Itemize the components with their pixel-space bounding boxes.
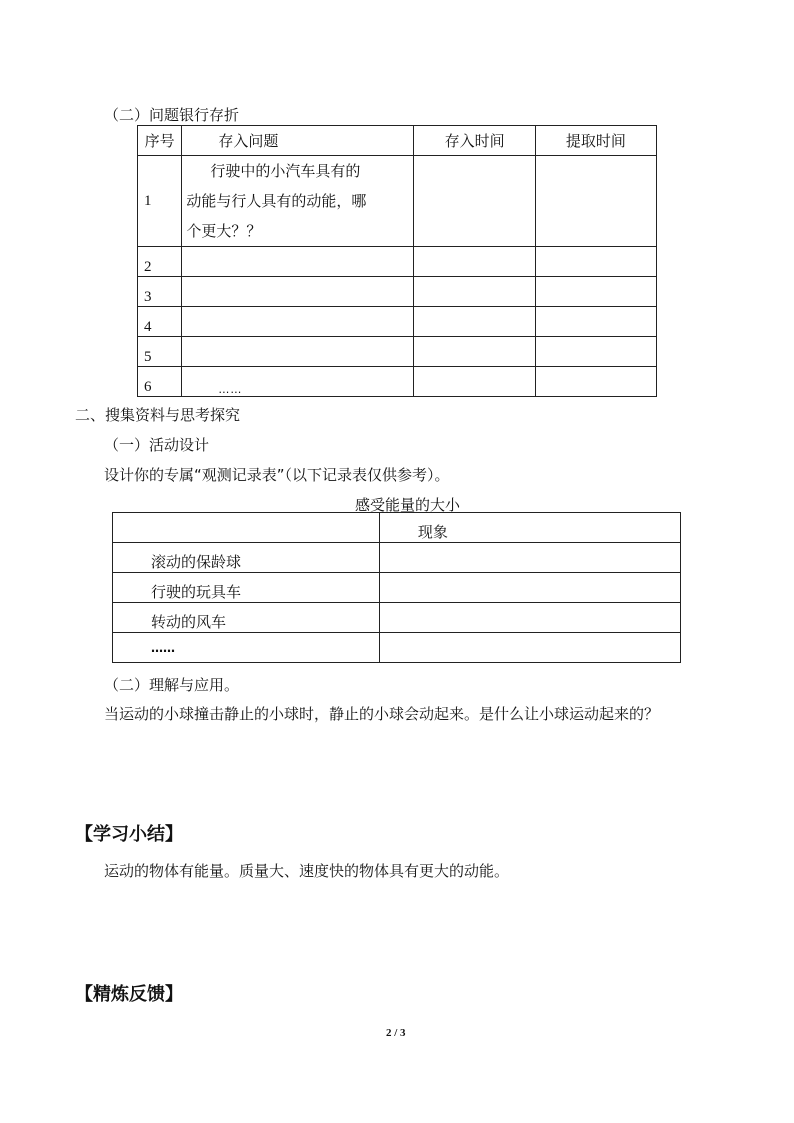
table-row: [113, 573, 681, 603]
row-question: [182, 307, 414, 337]
row-withdraw: [535, 277, 656, 307]
phenomenon-cell: [379, 633, 680, 663]
table-row: [113, 603, 681, 633]
row-withdraw: [535, 307, 656, 337]
row-deposit: [414, 247, 535, 277]
table-title: 感受能量的大小: [355, 496, 461, 514]
row-withdraw: [535, 337, 656, 367]
table-row: [138, 156, 657, 247]
phenomenon-header: 现象: [379, 513, 680, 543]
row-no: 3: [138, 277, 182, 307]
page-number: 2 / 3: [386, 1027, 406, 1039]
header-withdraw: 提取时间: [535, 126, 656, 156]
item-header: [113, 513, 380, 543]
question-line: 行驶中的小汽车具有的: [210, 162, 361, 180]
phenomenon-cell: [379, 543, 680, 573]
row-no: 5: [138, 337, 182, 367]
observation-table: [112, 512, 681, 663]
item-cell: ……: [113, 633, 380, 663]
table-row: [138, 307, 657, 337]
item-cell: 滚动的保龄球: [113, 543, 380, 573]
question-line: 动能与行人具有的动能，哪: [186, 192, 367, 210]
table-row: [113, 633, 681, 663]
feedback-heading: 【精炼反馈】: [75, 984, 183, 1005]
table-row: [138, 277, 657, 307]
phenomenon-cell: [379, 573, 680, 603]
row-question: [182, 156, 414, 247]
row-question: [182, 337, 414, 367]
item-cell: 行驶的玩具车: [113, 573, 380, 603]
row-deposit: [414, 156, 535, 247]
row-question: ……: [182, 367, 414, 397]
row-no: 1: [138, 156, 182, 247]
row-no: 6: [138, 367, 182, 397]
row-question: [182, 247, 414, 277]
item-cell: 转动的风车: [113, 603, 380, 633]
table-row: [113, 543, 681, 573]
question-line: 个更大？？: [186, 222, 262, 240]
row-withdraw: [535, 247, 656, 277]
phenomenon-cell: [379, 603, 680, 633]
row-deposit: [414, 277, 535, 307]
row-deposit: [414, 367, 535, 397]
summary-text: 运动的物体有能量。质量大、速度快的物体具有更大的动能。: [104, 862, 510, 880]
question-bank-table: [137, 125, 657, 397]
header-deposit: 存入时间: [414, 126, 535, 156]
row-withdraw: [535, 156, 656, 247]
row-deposit: [414, 307, 535, 337]
header-question: 存入问题: [182, 126, 414, 156]
row-question: [182, 277, 414, 307]
subsection-heading: （一）活动设计: [104, 436, 210, 454]
table-row: [138, 337, 657, 367]
section-heading: 二、搜集资料与思考探究: [75, 406, 241, 424]
summary-heading: 【学习小结】: [75, 824, 183, 845]
question-text: 当运动的小球撞击静止的小球时，静止的小球会动起来。是什么让小球运动起来的？: [104, 705, 660, 723]
row-no: 2: [138, 247, 182, 277]
row-withdraw: [535, 367, 656, 397]
subsection-heading: （二）理解与应用。: [104, 676, 240, 694]
table-row: [138, 247, 657, 277]
instruction-text: 设计你的专属“观测记录表”（以下记录表仅供参考）。: [104, 466, 450, 484]
row-no: 4: [138, 307, 182, 337]
row-deposit: [414, 337, 535, 367]
header-no: 序号: [138, 126, 182, 156]
table-row: [138, 367, 657, 397]
bank-heading: （二）问题银行存折: [104, 106, 240, 124]
